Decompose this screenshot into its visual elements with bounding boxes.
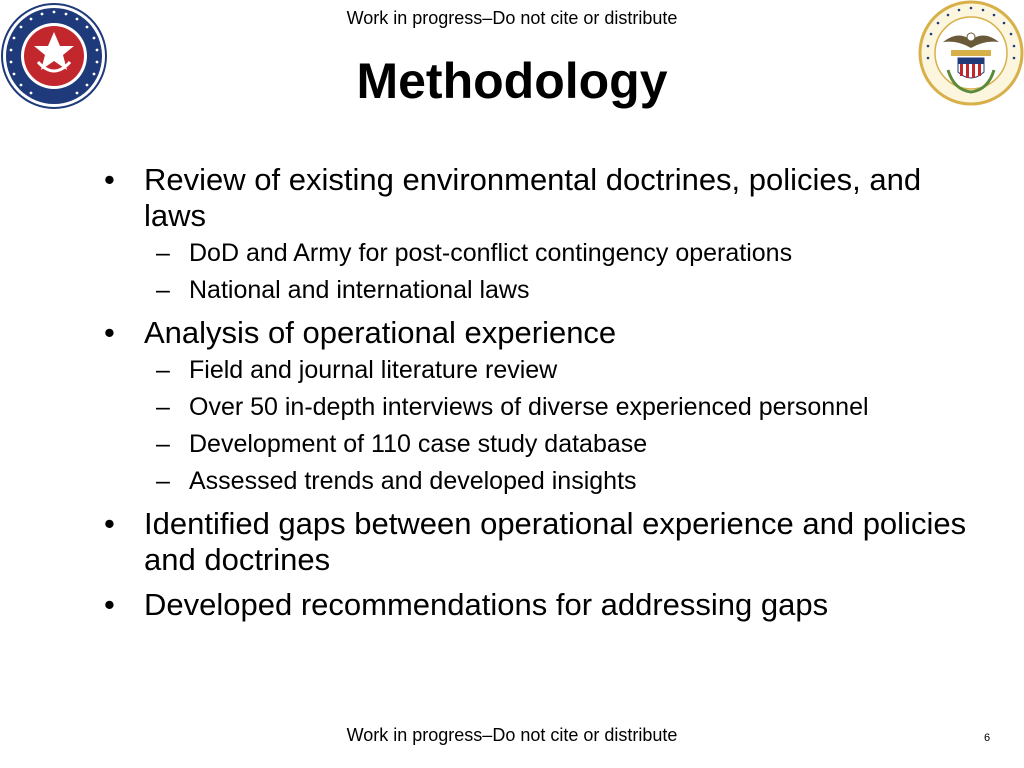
bullet-marker: •: [104, 506, 115, 541]
sub-bullet-item: [144, 392, 984, 423]
sub-bullet-list: [144, 355, 984, 497]
sub-bullet-item: [144, 429, 984, 460]
sub-bullet-marker: –: [156, 276, 170, 304]
bullet-item: [104, 587, 984, 623]
page-number: 6: [984, 732, 991, 744]
sub-bullet-text: Assessed trends and developed insights: [189, 467, 637, 495]
sub-bullet-text: Development of 110 case study database: [189, 430, 648, 458]
sub-bullet-list: [144, 238, 984, 306]
slide-title: Methodology: [356, 53, 668, 109]
sub-bullet-item: [144, 466, 984, 497]
sub-bullet-marker: –: [156, 356, 170, 384]
bullet-text: Identified gaps between operational experience and policies and doctrines: [144, 506, 967, 577]
bullet-text: Review of existing environmental doctrines, policies, and laws: [144, 162, 922, 233]
bullet-text: Analysis of operational experience: [144, 315, 617, 350]
sub-bullet-text: Field and journal literature review: [189, 356, 558, 384]
header-note: Work in progress–Do not cite or distribute: [346, 8, 678, 28]
sub-bullet-marker: –: [156, 239, 170, 267]
sub-bullet-text: DoD and Army for post-conflict contingency operations: [189, 239, 793, 267]
footer-note: Work in progress–Do not cite or distribute: [346, 725, 678, 745]
sub-bullet-text: National and international laws: [189, 276, 530, 304]
bullet-text: Developed recommendations for addressing gaps: [144, 587, 829, 622]
sub-bullet-marker: –: [156, 430, 170, 458]
bullet-item: [104, 162, 984, 306]
bullet-item: [104, 506, 984, 578]
bullet-marker: •: [104, 587, 115, 622]
bullet-marker: •: [104, 315, 115, 350]
bullet-list: [104, 162, 984, 623]
sub-bullet-item: [144, 355, 984, 386]
bullet-marker: •: [104, 162, 115, 197]
sub-bullet-text: Over 50 in-depth interviews of diverse experienced personnel: [189, 393, 869, 421]
sub-bullet-item: [144, 275, 984, 306]
bullet-item: [104, 315, 984, 497]
sub-bullet-marker: –: [156, 393, 170, 421]
sub-bullet-marker: –: [156, 467, 170, 495]
sub-bullet-item: [144, 238, 984, 269]
